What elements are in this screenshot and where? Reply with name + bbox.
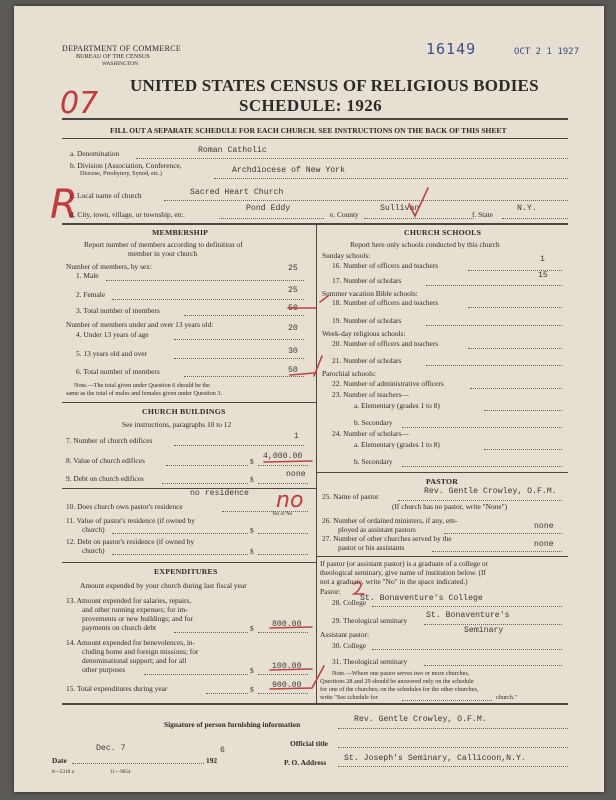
q13-label-4: payments on church debt [82, 623, 157, 632]
red-handwritten-letter: R [50, 182, 78, 228]
dollar-sign: $ [250, 547, 254, 556]
parochial-schools-label: Parochial schools: [322, 369, 376, 378]
print-number: 11—9654 [110, 769, 131, 775]
dollar-sign: $ [250, 457, 254, 466]
q3-value: 50 [288, 304, 298, 313]
weekday-schools-label: Week-day religious schools: [322, 329, 406, 338]
q6-value: 50 [288, 366, 298, 375]
date-received-stamp: OCT 2 1 1927 [514, 47, 580, 57]
q10-handwritten-answer: no [276, 488, 304, 513]
q26-label-1: 26. Number of ordained ministers, if any, em- [322, 516, 458, 525]
division-label-2: Diocese, Presbytery, Synod, etc.) [80, 170, 162, 177]
schools-sub: Report here only schools conducted by this church [350, 240, 500, 249]
q2-label: 2. Female [76, 290, 106, 299]
division-label-1: b. Division (Association, Conference, [70, 161, 182, 170]
pastor-note-1: Note.—Where one pastor serves two or more churches, [332, 670, 470, 677]
pastor-note-3: for one of the churches; on the schedules for the other churches, [320, 686, 479, 693]
date-label: Date [52, 756, 67, 765]
q31-label: 31. Theological seminary [332, 657, 408, 666]
q15-value: 900.00 [272, 681, 302, 690]
buildings-sub: See instructions, paragraphs 10 to 12 [122, 420, 232, 429]
q8-value: 4,000.00 [263, 452, 303, 461]
age-intro: Number of members under and over 13 years old: [66, 320, 214, 329]
q22-label: 22. Number of administrative officers [332, 379, 444, 388]
q3-label: 3. Total number of members [76, 306, 160, 315]
q8-underline-mark [264, 461, 312, 462]
q14-label-1: 14. Amount expended for benevolences, in- [66, 638, 196, 647]
red-pen-marks [14, 6, 604, 792]
city-value: Pond Eddy [246, 204, 291, 213]
dollar-sign: $ [250, 624, 254, 633]
q30-label: 30. College [332, 641, 367, 650]
q12-label-1: 12. Debt on pastor's residence (if owned by [66, 537, 195, 546]
assistant-pastor-subhead: Assistant pastor: [320, 630, 370, 639]
q13-label-2: and other running expenses; for im- [82, 605, 188, 614]
q14-value: 100.00 [272, 662, 302, 671]
q11-label-2: church) [82, 525, 105, 534]
q6-checkmark-icon [290, 356, 322, 376]
denomination-label: a. Denomination [70, 149, 120, 158]
membership-intro-2: member in your church [128, 249, 198, 258]
q19-label: 19. Number of scholars [332, 316, 402, 325]
q23-label: 23. Number of teachers— [332, 390, 409, 399]
dollar-sign: $ [250, 475, 254, 484]
q9-label: 9. Debt on church edifices [66, 474, 144, 483]
q9-value: none [286, 470, 306, 479]
sunday-schools-label: Sunday schools: [322, 251, 371, 260]
state-value: N.Y. [517, 204, 537, 213]
q13-label-1: 13. Amount expended for salaries, repairs, [66, 596, 192, 605]
q21-label: 21. Number of scholars [332, 356, 402, 365]
q24-label: 24. Number of scholars— [332, 429, 409, 438]
q25-label: 25. Name of pastor [322, 492, 379, 501]
q12-label-2: church) [82, 546, 105, 555]
q4-label: 4. Under 13 years of age [76, 330, 149, 339]
q13-value: 800.00 [272, 620, 302, 629]
q25-note: (If church has no pastor, write "None") [392, 502, 508, 511]
pastor-heading: PASTOR [426, 477, 459, 486]
bureau-city: WASHINGTON [102, 61, 138, 67]
q26-value: none [534, 522, 554, 531]
q11-label-1: 11. Value of pastor's residence (if owned by [66, 516, 195, 525]
summer-schools-label: Summer vacation Bible schools: [322, 289, 418, 298]
schools-heading: CHURCH SCHOOLS [404, 228, 482, 237]
pastor-note-4: write "See schedule for [320, 694, 378, 701]
church-name-label: c. Local name of church [70, 191, 142, 200]
q16-label: 16. Number of officers and teachers [332, 261, 439, 270]
year-suffix: 6 [220, 746, 225, 755]
q15-label: 15. Total expenditures during year [66, 684, 168, 693]
pastor-handwritten-mark [354, 582, 364, 594]
q4-value: 20 [288, 324, 298, 333]
membership-heading: MEMBERSHIP [152, 228, 209, 237]
q24a-label: a. Elementary (grades 1 to 8) [354, 440, 440, 449]
q29-label: 29. Theological seminary [332, 616, 408, 625]
red-handwritten-number: 07 [60, 86, 99, 121]
dollar-sign: $ [250, 666, 254, 675]
no-residence-note: no residence [190, 489, 249, 498]
q10-yes-no: Yes or No [272, 512, 293, 517]
q23b-label: b. Secondary [354, 418, 393, 427]
q7-label: 7. Number of church edifices [66, 436, 153, 445]
q20-label: 20. Number of officers and teachers [332, 339, 439, 348]
q18-label: 18. Number of officers and teachers [332, 298, 439, 307]
by-sex-label: Number of members, by sex: [66, 262, 152, 271]
bureau-name: BUREAU OF THE CENSUS [76, 53, 150, 60]
county-checkmark-icon [409, 188, 428, 216]
dept-name: DEPARTMENT OF COMMERCE [62, 44, 182, 53]
address-value: St. Joseph's Seminary, Callicoon,N.Y. [344, 754, 526, 763]
q8-label: 8. Value of church edifices [66, 456, 145, 465]
q10-label: 10. Does church own pastor's residence [66, 502, 183, 511]
q14-label-3: denominational support; and for all [82, 656, 187, 665]
q14-label-2: cluding home and foreign missions; for [82, 647, 199, 656]
q1-value: 25 [288, 264, 298, 273]
expenditures-heading: EXPENDITURES [154, 567, 218, 576]
graduate-note-1: If pastor (or assistant pastor) is a graduate of a college or [320, 559, 489, 568]
q29-value: St. Bonaventure's [426, 611, 510, 620]
q17-label: 17. Number of scholars [332, 276, 402, 285]
signature-value: Rev. Gentle Crowley, O.F.M. [354, 715, 487, 724]
q5-label: 5. 13 years old and over [76, 349, 148, 358]
q14-underline-mark [270, 669, 312, 670]
expenditures-sub: Amount expended by your church during last fiscal year [80, 581, 247, 590]
address-label: P. O. Address [284, 758, 327, 767]
membership-note-1: Note.—The total given under Question 6 should be the [74, 382, 210, 389]
q27-value: none [534, 540, 554, 549]
county-value: Sullivan [380, 204, 420, 213]
q27-label-2: pastor or his assistants [338, 543, 405, 552]
signature-label: Signature of person furnishing information [164, 720, 301, 729]
buildings-heading: CHURCH BUILDINGS [142, 407, 226, 416]
schedule-year: SCHEDULE: 1926 [239, 96, 383, 115]
instruction-line: FILL OUT A SEPARATE SCHEDULE FOR EACH CHURCH. SEE INSTRUCTIONS ON THE BACK OF THIS SHEET [110, 126, 507, 135]
state-label: f. State [472, 210, 493, 219]
q2-value: 25 [288, 286, 298, 295]
q6-label: 6. Total number of members [76, 367, 160, 376]
q26-label-2: ployed as assistant pastors [338, 525, 416, 534]
q28-label: 28. College [332, 598, 367, 607]
q14-label-4: other purposes [82, 665, 126, 674]
schedule-number: 16149 [426, 40, 477, 58]
date-value: Dec. 7 [96, 744, 126, 753]
form-number: 8—5318 a [52, 769, 74, 775]
q27-label-1: 27. Number of other churches served by the [322, 534, 452, 543]
county-label: e. County [330, 210, 359, 219]
q5-value: 30 [288, 347, 298, 356]
church-name-value: Sacred Heart Church [190, 188, 284, 197]
pastor-note-2: Questions 28 and 29 should be answered only on the schedule [320, 678, 474, 685]
graduate-note-2: theological seminary, give name of institution below. (If [320, 568, 486, 577]
division-value: Archdiocese of New York [232, 166, 346, 175]
dollar-sign: $ [250, 526, 254, 535]
city-label: d. City, town, village, or township, etc. [70, 210, 185, 219]
denomination-value: Roman Catholic [198, 146, 267, 155]
q7-value: 1 [294, 432, 299, 441]
q24b-label: b. Secondary [354, 457, 393, 466]
year-prefix: 192 [206, 756, 218, 765]
q23a-label: a. Elementary (grades 1 to 8) [354, 401, 440, 410]
q1-label: 1. Male [76, 271, 99, 280]
q13-underline-mark [270, 627, 312, 628]
pastor-subhead: Pastor: [320, 587, 341, 596]
membership-note-2: same as the total of males and females given under Question 3. [66, 390, 223, 397]
pastor-note-5: church." [496, 694, 517, 701]
official-title-label: Official title [290, 739, 328, 748]
q25-value: Rev. Gentle Crowley, O.F.M. [424, 487, 557, 496]
q17-value: 15 [538, 271, 548, 280]
q3-checkmark-icon [288, 296, 328, 308]
seminary-continuation: Seminary [464, 626, 504, 635]
form-title: UNITED STATES CENSUS OF RELIGIOUS BODIES [130, 76, 539, 95]
q16-value: 1 [540, 255, 545, 264]
graduate-note-3: not a graduate, write "No" in the space indicated.) [320, 577, 468, 586]
q13-label-3: provements or new buildings; and for [82, 614, 194, 623]
dollar-sign: $ [250, 685, 254, 694]
membership-intro-1: Report number of members according to definition of [84, 240, 243, 249]
q28-value: St. Bonaventure's College [360, 594, 483, 603]
census-schedule-sheet [14, 6, 604, 792]
